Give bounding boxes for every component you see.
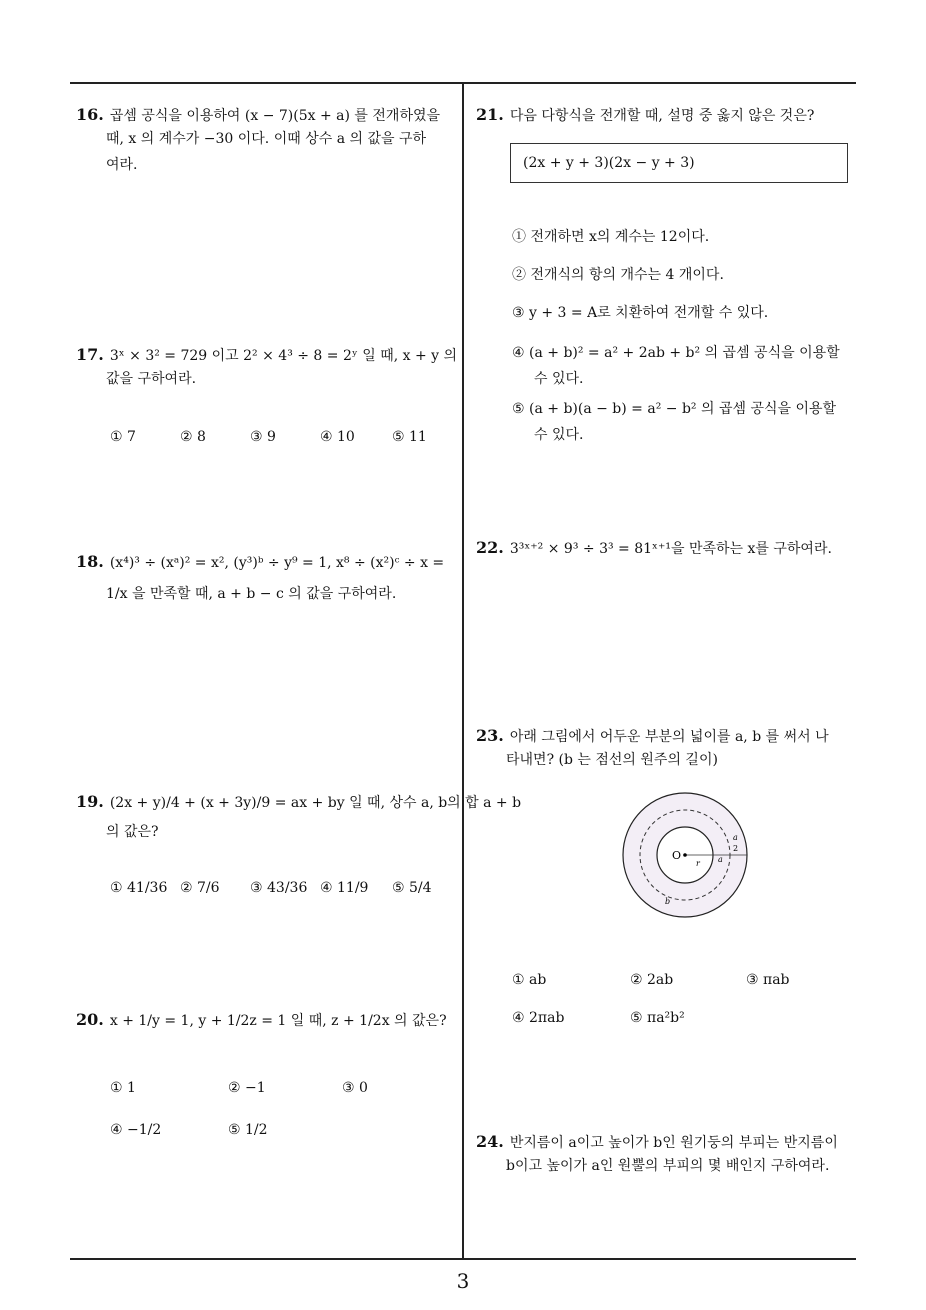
center-label: O xyxy=(672,849,682,862)
question-number: 23. xyxy=(476,726,504,745)
question-text: 다음 다항식을 전개할 때, 설명 중 옳지 않은 것은? xyxy=(509,108,815,124)
question-text: x + 1/y = 1, y + 1/2z = 1 일 때, z + 1/2x 의 값은? xyxy=(109,1013,447,1029)
choice-5[interactable]: ⑤ 1/2 xyxy=(228,1122,268,1138)
choice-4[interactable]: ④ 11/9 xyxy=(320,880,369,896)
question-number: 20. xyxy=(76,1010,104,1029)
option-2[interactable]: ② 전개식의 항의 개수는 4 개이다. xyxy=(512,267,724,283)
bottom-rule xyxy=(70,1258,856,1260)
a-label-inner: a xyxy=(718,855,723,864)
question-text: 값을 구하여라. xyxy=(106,371,197,387)
question-text: 여라. xyxy=(106,157,138,173)
choice-2[interactable]: ② −1 xyxy=(228,1080,266,1096)
choice-4[interactable]: ④ 2πab xyxy=(512,1010,565,1026)
half-label: 2 xyxy=(733,844,739,853)
choice-3[interactable]: ③ 9 xyxy=(250,429,276,445)
choice-1[interactable]: ① 7 xyxy=(110,429,136,445)
choice-3[interactable]: ③ 0 xyxy=(342,1080,368,1096)
question-text: (2x + y)/4 + (x + 3y)/9 = ax + by 일 때, 상수 a, b의 합 a + b xyxy=(109,795,522,811)
option-4[interactable]: ④ (a + b)² = a² + 2ab + b² 의 곱셈 공식을 이용할 xyxy=(512,345,840,361)
column-divider xyxy=(462,82,464,1258)
question-number: 24. xyxy=(476,1132,504,1151)
question-text: b이고 높이가 a인 원뿔의 부피의 몇 배인지 구하여라. xyxy=(506,1158,830,1174)
question-text: 3ˣ × 3² = 729 이고 2² × 4³ ÷ 8 = 2ʸ 일 때, x + y 의 xyxy=(109,348,458,364)
choice-5[interactable]: ⑤ 11 xyxy=(392,429,427,445)
r-label: r xyxy=(696,859,700,868)
option-1[interactable]: ① 전개하면 x의 계수는 12이다. xyxy=(512,229,710,245)
b-label: b xyxy=(665,897,671,906)
question-number: 21. xyxy=(476,105,504,124)
option-3[interactable]: ③ y + 3 = A로 치환하여 전개할 수 있다. xyxy=(512,305,769,321)
choice-1[interactable]: ① 1 xyxy=(110,1080,136,1096)
a-label-outer: a xyxy=(733,833,738,842)
question-text: 곱셈 공식을 이용하여 (x − 7)(5x + a) 를 전개하였을 xyxy=(109,108,441,124)
choice-2[interactable]: ② 8 xyxy=(180,429,206,445)
choice-1[interactable]: ① 41/36 xyxy=(110,880,168,896)
choice-3[interactable]: ③ 43/36 xyxy=(250,880,308,896)
choice-2[interactable]: ② 2ab xyxy=(630,972,674,988)
option-5-cont: 수 있다. xyxy=(534,427,584,443)
choice-5[interactable]: ⑤ πa²b² xyxy=(630,1010,685,1026)
choice-3[interactable]: ③ πab xyxy=(746,972,790,988)
question-text: (x⁴)³ ÷ (xᵃ)² = x², (y³)ᵇ ÷ y⁹ = 1, x⁸ ÷ (x²)ᶜ ÷ x = xyxy=(109,555,445,571)
expression-box xyxy=(510,143,848,183)
choice-2[interactable]: ② 7/6 xyxy=(180,880,220,896)
question-text: 타내면? (b 는 점선의 원주의 길이) xyxy=(506,752,718,768)
question-number: 16. xyxy=(76,105,104,124)
question-number: 19. xyxy=(76,792,104,811)
choice-1[interactable]: ① ab xyxy=(512,972,547,988)
annulus-figure xyxy=(620,790,750,920)
expression: (2x + y + 3)(2x − y + 3) xyxy=(523,155,695,171)
option-5[interactable]: ⑤ (a + b)(a − b) = a² − b² 의 곱셈 공식을 이용할 xyxy=(512,401,837,417)
question-number: 17. xyxy=(76,345,104,364)
choice-4[interactable]: ④ 10 xyxy=(320,429,355,445)
question-text: 1/x 을 만족할 때, a + b − c 의 값을 구하여라. xyxy=(106,586,397,602)
choice-5[interactable]: ⑤ 5/4 xyxy=(392,880,432,896)
question-text: 아래 그림에서 어두운 부분의 넓이를 a, b 를 써서 나 xyxy=(509,729,829,745)
option-4-cont: 수 있다. xyxy=(534,371,584,387)
question-text: 3³ˣ⁺² × 9³ ÷ 3³ = 81ˣ⁺¹을 만족하는 x를 구하여라. xyxy=(509,541,832,557)
question-text: 반지름이 a이고 높이가 b인 원기둥의 부피는 반지름이 xyxy=(509,1135,838,1151)
page-number: 3 xyxy=(456,1269,470,1293)
question-text: 의 값은? xyxy=(106,824,159,840)
center-point xyxy=(683,853,687,857)
question-number: 22. xyxy=(476,538,504,557)
question-text: 때, x 의 계수가 −30 이다. 이때 상수 a 의 값을 구하 xyxy=(106,131,427,147)
choice-4[interactable]: ④ −1/2 xyxy=(110,1122,162,1138)
question-number: 18. xyxy=(76,552,104,571)
